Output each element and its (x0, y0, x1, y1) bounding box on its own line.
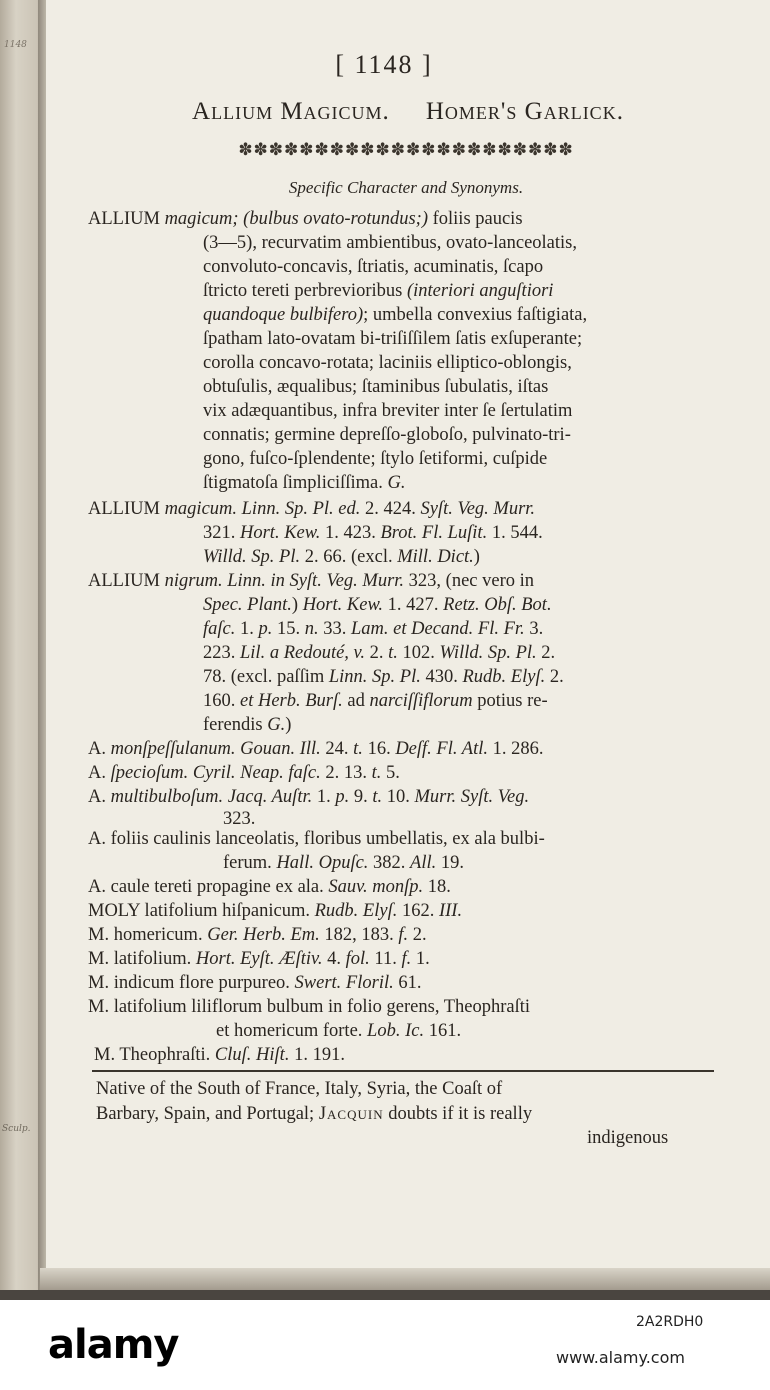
text-line: ferendis G.) (203, 715, 292, 735)
text-line: faſc. 1. p. 15. n. 33. Lam. et Decand. Fl. Fr. 3. (203, 619, 544, 639)
text-line: 78. (excl. paſſim Linn. Sp. Pl. 430. Rudb. Elyſ. 2. (203, 667, 564, 687)
text-line: ALLIUM magicum. Linn. Sp. Pl. ed. 2. 424. Syſt. Veg. Murr. (88, 499, 536, 519)
text-line: (3—5), recurvatim ambientibus, ovato-lanceolatis, (203, 233, 577, 253)
text-line: M. latifolium liliflorum bulbum in folio gerens, Theophraſti (88, 997, 531, 1017)
text-line: A. caule tereti propagine ex ala. Sauv. monſp. 18. (88, 877, 451, 897)
text-line: M. homericum. Ger. Herb. Em. 182, 183. f. 2. (88, 925, 427, 945)
native-line-2-end: doubts if it is really (388, 1104, 533, 1124)
text-line: vix adæquantibus, infra breviter inter ſe ſertulatim (203, 401, 573, 421)
text-line: obtuſulis, æqualibus; ſtaminibus ſubulatis, iſtas (203, 377, 549, 397)
text-line: connatis; germine depreſſo-globoſo, pulvinato-tri- (203, 425, 571, 445)
text-line: Spec. Plant.) Hort. Kew. 1. 427. Retz. Obſ. Bot. (203, 595, 552, 615)
text-line: corolla concavo-rotata; laciniis elliptico-oblongis, (203, 353, 572, 373)
image-id: 2A2RDH0 (636, 1314, 704, 1330)
title-latin: Allium Magicum. (192, 98, 390, 125)
text-line: ſtricto tereti perbrevioribus (interiori anguſtiori (203, 281, 554, 301)
text-line: M. Theophraſti. Cluſ. Hiſt. 1. 191. (94, 1045, 345, 1065)
text-line: convoluto-concavis, ſtriatis, acuminatis, ſcapo (203, 257, 544, 277)
text-line: Willd. Sp. Pl. 2. 66. (excl. Mill. Dict.) (203, 547, 480, 567)
margin-note-bottom: Sculp. (2, 1124, 31, 1134)
site-url: www.alamy.com (556, 1348, 685, 1367)
text-line: ALLIUM nigrum. Linn. in Syſt. Veg. Murr. 323, (nec vero in (88, 571, 535, 591)
text-line: ALLIUM magicum; (bulbus ovato-rotundus;) foliis paucis (88, 209, 523, 229)
text-line: M. indicum flore purpureo. Swert. Floril. 61. (88, 973, 422, 993)
text-line: A. ſpecioſum. Cyril. Neap. faſc. 2. 13. t. 5. (88, 763, 400, 783)
native-line-3: indigenous (587, 1128, 669, 1148)
text-line: 321. Hort. Kew. 1. 423. Brot. Fl. Luſit. 1. 544. (203, 523, 543, 543)
book-page (46, 0, 770, 1268)
text-line: 160. et Herb. Burſ. ad narciſſiflorum potius re- (203, 691, 548, 711)
page-number: [ 1148 ] (335, 50, 433, 79)
section-subheading: Specific Character and Synonyms. (288, 178, 524, 197)
title-english: Homer's Garlick. (425, 98, 624, 125)
author-name: Jacquin (318, 1104, 384, 1124)
text-line: ſpatham lato-ovatam bi-triſiſſilem ſatis exſuperante; (203, 329, 583, 349)
text-line: A. monſpeſſulanum. Gouan. Ill. 24. t. 16. Deſf. Fl. Atl. 1. 286. (88, 739, 544, 759)
horizontal-rule (92, 1070, 714, 1072)
native-line-1: Native of the South of France, Italy, Syria, the Coaſt of (96, 1079, 503, 1099)
text-line: ferum. Hall. Opuſc. 382. All. 19. (223, 853, 465, 873)
text-line: quandoque bulbifero); umbella convexius faſtigiata, (203, 305, 588, 325)
text-line: ſtigmatoſa ſimpliciſſima. G. (203, 473, 406, 493)
text-line: et homericum forte. Lob. Ic. 161. (216, 1021, 462, 1041)
margin-note-top: 1148 (4, 40, 27, 50)
text-line: A. multibulboſum. Jacq. Auſtr. 1. p. 9. t. 10. Murr. Syſt. Veg. (88, 787, 530, 807)
ornament-rule: ✽✽✽✽✽✽✽✽✽✽✽✽✽✽✽✽✽✽✽✽✽✽ (238, 140, 574, 159)
native-line-2 (96, 1103, 532, 1125)
page-title (98, 98, 718, 126)
text-line: M. latifolium. Hort. Eyſt. Æſtiv. 4. fol. 11. f. 1. (88, 949, 430, 969)
text-line: gono, fuſco-ſplendente; ſtylo ſetiformi, cuſpide (203, 449, 548, 469)
page-bottom-edge (40, 1268, 770, 1290)
native-line-2-start: Barbary, Spain, and Portugal; (96, 1104, 315, 1124)
text-line: 223. Lil. a Redouté, v. 2. t. 102. Willd. Sp. Pl. 2. (203, 643, 556, 663)
text-line: 323. (223, 809, 256, 829)
watermark-footer (0, 1300, 770, 1390)
text-line: A. foliis caulinis lanceolatis, floribus umbellatis, ex ala bulbi- (88, 829, 545, 849)
alamy-logo: alamy (48, 1322, 179, 1368)
text-line: MOLY latifolium hiſpanicum. Rudb. Elyſ. 162. III. (88, 901, 463, 921)
